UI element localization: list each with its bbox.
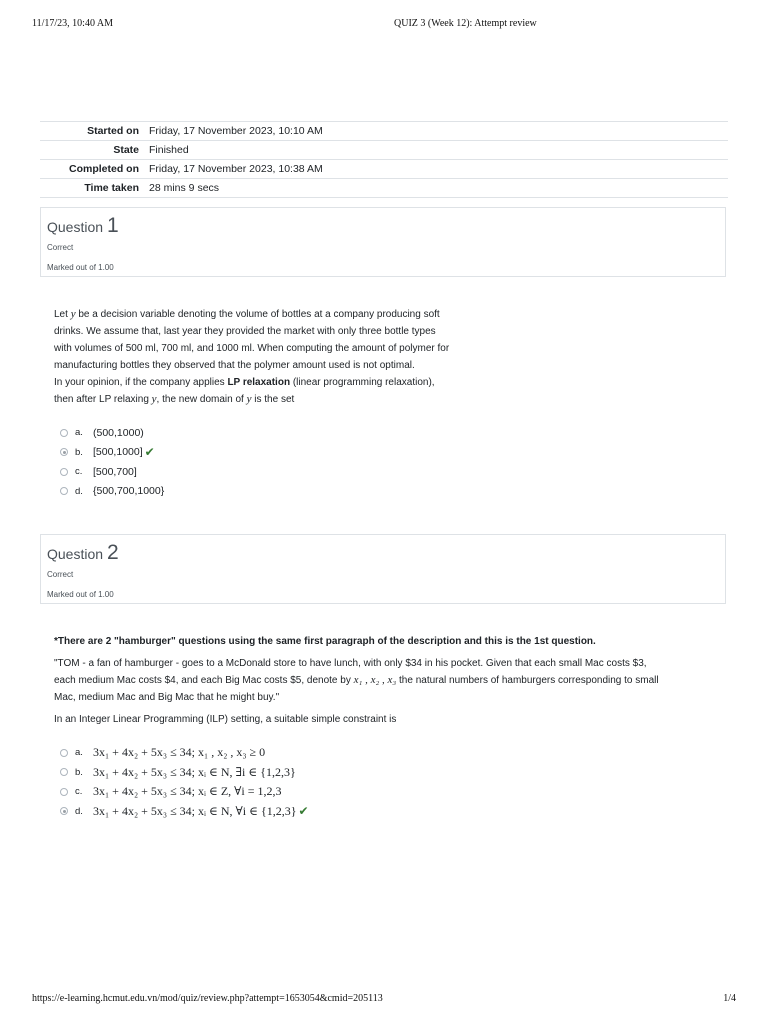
print-footer xyxy=(32,993,736,1007)
answer-option-c[interactable] xyxy=(60,462,164,482)
print-header xyxy=(32,18,736,32)
question-number xyxy=(47,541,119,565)
option-letter: c. xyxy=(75,786,83,798)
attempt-summary-table xyxy=(40,121,728,198)
summary-value: Friday, 17 November 2023, 10:38 AM xyxy=(149,163,323,175)
summary-label: Completed on xyxy=(69,163,139,175)
radio-button-selected[interactable] xyxy=(60,448,68,456)
answer-option-a[interactable] xyxy=(60,423,164,443)
q1-text-part: is the set xyxy=(251,394,295,405)
option-text: [500,700] xyxy=(93,465,137,478)
question-1-info xyxy=(40,207,726,277)
question-label: Question xyxy=(47,546,104,562)
summary-row xyxy=(40,160,728,179)
summary-value: 28 mins 9 secs xyxy=(149,182,220,194)
radio-button-selected[interactable] xyxy=(60,807,68,815)
q1-bold-term: LP relaxation xyxy=(227,377,291,388)
print-url: https://e-learning.hcmut.edu.vn/mod/quiz/review.php?attempt=1653054&cmid=205113 xyxy=(32,993,383,1004)
option-text: 3x₁ + 4x₂ + 5x₃ ≤ 34; xᵢ ∈ N, ∀i ∈ {1,2,3} xyxy=(93,803,297,818)
q1-var: y xyxy=(70,308,76,320)
option-letter: a. xyxy=(75,747,83,759)
option-text: 3x₁ + 4x₂ + 5x₃ ≤ 34; x₁ , x₂ , x₃ ≥ 0 xyxy=(93,745,266,760)
q1-text-part: (linear programming relaxation), xyxy=(290,377,435,388)
radio-button[interactable] xyxy=(60,429,68,437)
q1-text-part: , the new domain of xyxy=(156,394,247,405)
question-grade: Marked out of 1.00 xyxy=(47,590,114,599)
answer-option-d[interactable] xyxy=(60,802,309,822)
option-letter: d. xyxy=(75,805,83,817)
summary-label: Started on xyxy=(87,125,139,137)
q1-text-part: Let xyxy=(54,309,71,320)
summary-row xyxy=(40,179,728,198)
print-title: QUIZ 3 (Week 12): Attempt review xyxy=(394,18,537,29)
option-letter: d. xyxy=(75,485,83,497)
q1-line xyxy=(54,391,514,408)
q2-text-part: the natural numbers of hamburgers corresponding to small xyxy=(396,675,659,686)
question-grade: Marked out of 1.00 xyxy=(47,263,114,272)
summary-value: Friday, 17 November 2023, 10:10 AM xyxy=(149,125,323,137)
summary-value: Finished xyxy=(149,144,189,156)
q2-text-part: each medium Mac costs $4, and each Big Mac costs $5, denote by xyxy=(54,675,354,686)
q1-var: y xyxy=(151,393,157,405)
option-letter: b. xyxy=(75,446,83,458)
q2-line: Mac, medium Mac and Big Mac that he might buy." xyxy=(54,692,280,703)
summary-label: State xyxy=(113,144,139,156)
radio-button[interactable] xyxy=(60,768,68,776)
option-letter: c. xyxy=(75,466,83,478)
q1-text-part: then after LP relaxing xyxy=(54,394,152,405)
answer-option-b[interactable] xyxy=(60,763,309,783)
summary-label: Time taken xyxy=(84,182,139,194)
q1-line: with volumes of 500 ml, 700 ml, and 1000 ml. When computing the amount of polymer for xyxy=(54,343,450,354)
correct-check-icon: ✔ xyxy=(298,804,309,819)
q1-text-part: be a decision variable denoting the volume of bottles at a company producing soft xyxy=(75,309,440,320)
q1-line: drinks. We assume that, last year they provided the market with only three bottle types xyxy=(54,326,436,337)
q1-text-part: In your opinion, if the company applies xyxy=(54,377,228,388)
answer-option-c[interactable] xyxy=(60,782,309,802)
question-2-info xyxy=(40,534,726,604)
radio-button[interactable] xyxy=(60,487,68,495)
print-page-number: 1/4 xyxy=(723,993,736,1004)
question-2-text xyxy=(54,633,724,728)
q2-vars: x₁ , x₂ , x₃ xyxy=(353,674,397,686)
correct-check-icon: ✔ xyxy=(144,445,155,460)
summary-row xyxy=(40,141,728,160)
option-text: [500,1000] xyxy=(93,446,143,459)
q2-line: "TOM - a fan of hamburger - goes to a McDonald store to have lunch, with only $34 in his pocket. Given that each small Mac costs $3, xyxy=(54,658,647,669)
option-letter: a. xyxy=(75,427,83,439)
q2-line: In an Integer Linear Programming (ILP) setting, a suitable simple constraint is xyxy=(54,714,397,725)
q2-note: *There are 2 "hamburger" questions using the same first paragraph of the description and this is the 1st question. xyxy=(54,636,596,647)
radio-button[interactable] xyxy=(60,468,68,476)
answer-option-a[interactable] xyxy=(60,743,309,763)
question-state: Correct xyxy=(47,243,74,252)
question-label: Question xyxy=(47,219,104,235)
option-letter: b. xyxy=(75,766,83,778)
q1-line xyxy=(54,374,514,391)
radio-button[interactable] xyxy=(60,749,68,757)
answer-option-d[interactable] xyxy=(60,482,164,502)
q2-line xyxy=(54,672,724,689)
question-1-text xyxy=(54,306,514,408)
question-number xyxy=(47,214,119,238)
question-2-answers xyxy=(60,743,309,821)
radio-button[interactable] xyxy=(60,788,68,796)
q1-line xyxy=(54,306,514,323)
question-1-answers xyxy=(60,423,164,501)
summary-row xyxy=(40,122,728,141)
q1-line: manufacturing bottles they observed that the polymer amount used is not optimal. xyxy=(54,360,415,371)
answer-option-b[interactable] xyxy=(60,443,164,463)
option-text: {500,700,1000} xyxy=(93,485,165,498)
option-text: 3x₁ + 4x₂ + 5x₃ ≤ 34; xᵢ ∈ Z, ∀i = 1,2,3 xyxy=(93,784,282,799)
option-text: 3x₁ + 4x₂ + 5x₃ ≤ 34; xᵢ ∈ N, ∃i ∈ {1,2,3} xyxy=(93,764,296,779)
print-datetime: 11/17/23, 10:40 AM xyxy=(32,18,114,29)
question-number-value: 1 xyxy=(106,214,119,237)
q1-var: y xyxy=(246,393,252,405)
question-state: Correct xyxy=(47,570,74,579)
question-number-value: 2 xyxy=(106,541,119,564)
option-text: (500,1000) xyxy=(93,426,144,439)
